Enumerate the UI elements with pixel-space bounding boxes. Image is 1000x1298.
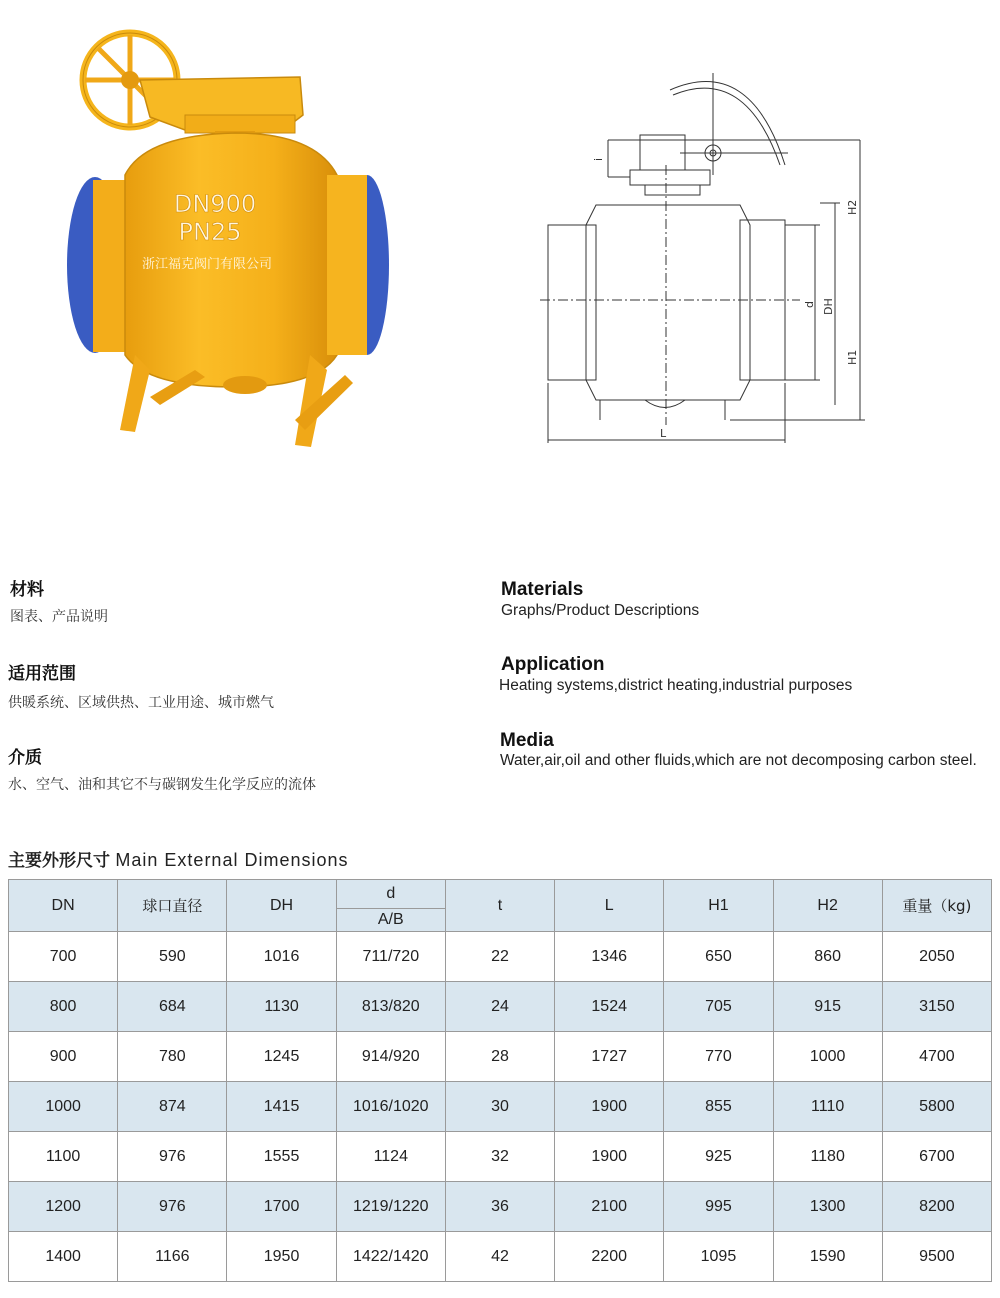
header-t: t: [445, 880, 554, 932]
cell-t: 36: [445, 1182, 554, 1232]
cell-h2: 1000: [773, 1032, 882, 1082]
cell-weight: 5800: [882, 1082, 991, 1132]
cell-weight: 4700: [882, 1032, 991, 1082]
cell-h2: 1590: [773, 1232, 882, 1282]
cell-d: 813/820: [336, 982, 445, 1032]
valve-photo: [55, 25, 415, 455]
section-text: Water,air,oil and other fluids,which are not decomposing carbon steel.: [500, 752, 977, 769]
dim-label-d: d: [803, 301, 816, 308]
cell-t: 28: [445, 1032, 554, 1082]
table-row: [9, 1032, 992, 1082]
cell-dn: 1100: [9, 1132, 118, 1182]
cell-h1: 925: [664, 1132, 773, 1182]
cell-weight: 3150: [882, 982, 991, 1032]
section-title: 材料: [10, 580, 44, 600]
cell-d: 1124: [336, 1132, 445, 1182]
section-zh-application: [8, 659, 274, 712]
header-h1: H1: [664, 880, 773, 932]
table-row: [9, 982, 992, 1032]
cell-t: 30: [445, 1082, 554, 1132]
cell-l: 1900: [555, 1132, 664, 1182]
valve-label-dn: DN900: [173, 190, 257, 218]
dim-label-l: L: [660, 427, 667, 440]
cell-dn: 1000: [9, 1082, 118, 1132]
cell-h2: 1300: [773, 1182, 882, 1232]
cell-dh: 1016: [227, 932, 336, 982]
cell-h2: 1180: [773, 1132, 882, 1182]
cell-l: 2200: [555, 1232, 664, 1282]
cell-h1: 770: [664, 1032, 773, 1082]
cell-weight: 9500: [882, 1232, 991, 1282]
cell-h1: 650: [664, 932, 773, 982]
cell-d: 1219/1220: [336, 1182, 445, 1232]
cell-dn: 900: [9, 1032, 118, 1082]
cell-t: 24: [445, 982, 554, 1032]
cell-h2: 1110: [773, 1082, 882, 1132]
cell-l: 1346: [555, 932, 664, 982]
cell-ball-diameter: 684: [118, 982, 227, 1032]
cell-h1: 995: [664, 1182, 773, 1232]
cell-t: 42: [445, 1232, 554, 1282]
section-text: Heating systems,district heating,industrial purposes: [499, 677, 853, 694]
cell-d: 1422/1420: [336, 1232, 445, 1282]
cell-l: 1524: [555, 982, 664, 1032]
section-zh-materials: [10, 575, 108, 626]
cell-dn: 1400: [9, 1232, 118, 1282]
section-text: 图表、产品说明: [10, 609, 108, 625]
dim-label-h2: H2: [846, 199, 859, 215]
table-row: [9, 1082, 992, 1132]
header-d-sub: A/B: [336, 909, 445, 932]
section-title: 介质: [8, 748, 42, 768]
cell-l: 2100: [555, 1182, 664, 1232]
valve-label-company: 浙江福克阀门有限公司: [141, 257, 273, 272]
cell-h1: 705: [664, 982, 773, 1032]
header-weight: 重量（kg): [882, 880, 991, 932]
cell-dn: 1200: [9, 1182, 118, 1232]
technical-drawing: [530, 65, 870, 445]
cell-t: 22: [445, 932, 554, 982]
cell-ball-diameter: 780: [118, 1032, 227, 1082]
cell-d: 914/920: [336, 1032, 445, 1082]
table-row: [9, 932, 992, 982]
cell-dh: 1245: [227, 1032, 336, 1082]
cell-h2: 860: [773, 932, 882, 982]
cell-ball-diameter: 590: [118, 932, 227, 982]
dim-label-dh: DH: [822, 298, 835, 315]
section-title: Application: [501, 654, 605, 675]
cell-dh: 1415: [227, 1082, 336, 1132]
table-row: [9, 1232, 992, 1282]
cell-h1: 1095: [664, 1232, 773, 1282]
cell-ball-diameter: 976: [118, 1132, 227, 1182]
cell-dh: 1130: [227, 982, 336, 1032]
header-d: d: [336, 880, 445, 909]
section-title: Materials: [501, 579, 584, 600]
cell-ball-diameter: 1166: [118, 1232, 227, 1282]
dim-label-i: i: [592, 157, 605, 161]
cell-dh: 1700: [227, 1182, 336, 1232]
section-zh-media: [8, 743, 316, 794]
cell-weight: 2050: [882, 932, 991, 982]
header-dn: DN: [9, 880, 118, 932]
header-l: L: [555, 880, 664, 932]
section-title: Media: [500, 730, 554, 751]
section-en-media: [500, 730, 977, 770]
cell-h1: 855: [664, 1082, 773, 1132]
cell-l: 1727: [555, 1032, 664, 1082]
cell-weight: 6700: [882, 1132, 991, 1182]
header-h2: H2: [773, 880, 882, 932]
section-text: 供暖系统、区域供热、工业用途、城市燃气: [8, 695, 274, 711]
section-text: Graphs/Product Descriptions: [501, 602, 700, 619]
cell-d: 1016/1020: [336, 1082, 445, 1132]
cell-d: 711/720: [336, 932, 445, 982]
cell-h2: 915: [773, 982, 882, 1032]
cell-dn: 700: [9, 932, 118, 982]
table-row: [9, 1132, 992, 1182]
cell-dn: 800: [9, 982, 118, 1032]
dimensions-table: [8, 879, 992, 1282]
dim-label-h1: H1: [846, 349, 859, 365]
section-en-materials: [501, 579, 699, 620]
cell-ball-diameter: 976: [118, 1182, 227, 1232]
cell-ball-diameter: 874: [118, 1082, 227, 1132]
cell-dh: 1950: [227, 1232, 336, 1282]
cell-weight: 8200: [882, 1182, 991, 1232]
header-dh: DH: [227, 880, 336, 932]
valve-label-pn: PN25: [178, 218, 242, 246]
section-en-application: [499, 654, 852, 695]
section-text: 水、空气、油和其它不与碳钢发生化学反应的流体: [8, 777, 316, 793]
table-heading-zh: 主要外形尺寸: [8, 851, 110, 871]
cell-l: 1900: [555, 1082, 664, 1132]
table-row: [9, 1182, 992, 1232]
header-ball-diameter: 球口直径: [118, 880, 227, 932]
table-heading: [8, 846, 349, 871]
cell-dh: 1555: [227, 1132, 336, 1182]
table-heading-en: Main External Dimensions: [115, 850, 349, 870]
section-title: 适用范围: [8, 664, 76, 684]
cell-t: 32: [445, 1132, 554, 1182]
